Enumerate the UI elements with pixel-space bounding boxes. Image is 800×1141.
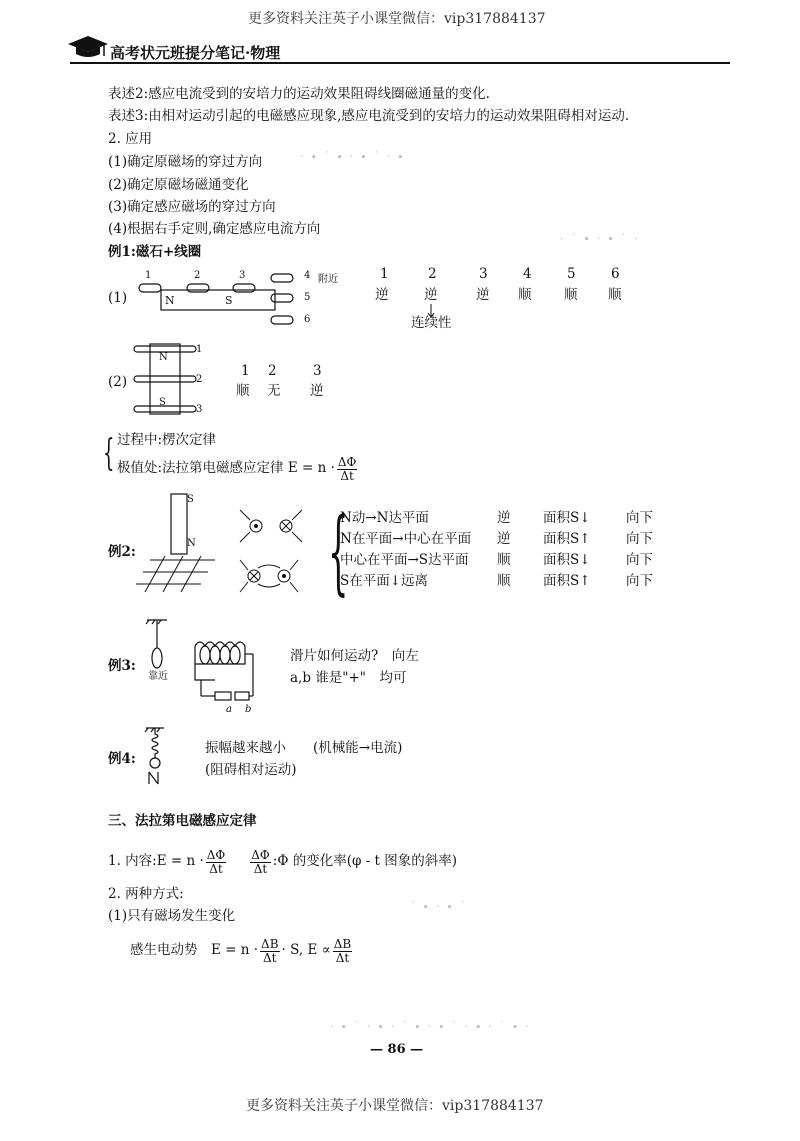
two-ways-heading: 2. 两种方式: (108, 886, 184, 902)
table1-position: 3 (479, 266, 488, 282)
table-row-force: 向下 (626, 531, 653, 547)
fig2-magnet-n: N (159, 352, 168, 363)
force-direction-diagram (234, 500, 314, 600)
fig2-number-2: 2 (196, 374, 203, 385)
example-2-title: 例2: (108, 544, 136, 560)
fig2-number-1: 1 (196, 344, 203, 355)
extreme-prefix: 极值处:法拉第电磁感应定律 E = n · (117, 460, 335, 477)
example-4-line-2: (阻碍相对运动) (205, 762, 297, 778)
table1-position: 2 (428, 266, 437, 282)
law-content-prefix: 1. 内容:E = n · (108, 853, 204, 870)
table1-result: 逆 (424, 287, 438, 303)
header-rule (70, 62, 730, 64)
process-line: 过程中:楞次定律 (117, 432, 217, 448)
emf-prefix: 感生电动势 E = n · (130, 942, 259, 959)
example-3-answer: a,b 谁是"+" 均可 (290, 670, 407, 686)
scan-noise: · ∙ ˙ · ∙ · ˙ ∙ · ∙ ˙ · ∙ · ˙ ∙ · (330, 1020, 531, 1033)
hanging-ring-solenoid-diagram (145, 618, 275, 698)
example-4-title: 例4: (108, 751, 136, 767)
ring-label-5: 5 (304, 292, 311, 303)
example-3-question: 滑片如何运动? 向左 (290, 648, 419, 664)
ring-label-6: 6 (304, 314, 311, 325)
application-heading: 2. 应用 (108, 131, 153, 147)
fraction-denominator: Δt (209, 861, 223, 876)
fraction-numerator: ΔΦ (206, 848, 226, 862)
table2-position: 2 (268, 363, 277, 379)
table-row-dir: 逆 (497, 510, 511, 526)
watermark-bottom: 更多资料关注英子小课堂微信：vip317884137 (246, 1098, 544, 1114)
table-row-area: 面积S↑ (543, 531, 591, 547)
table1-result: 顺 (518, 287, 532, 303)
table1-result: 顺 (608, 287, 622, 303)
emf-formula-line (130, 938, 354, 964)
header-title: 高考状元班提分笔记·物理 (110, 44, 281, 62)
table1-result: 顺 (564, 287, 578, 303)
fig1-number-3: 3 (239, 270, 246, 281)
fig3-magnet-n: N (187, 538, 196, 549)
application-step-2: (2)确定原磁场磁通变化 (108, 177, 249, 193)
fraction-numerator: ΔB (261, 937, 279, 951)
magnet-n-label: N (165, 294, 175, 307)
table2-result: 顺 (236, 383, 250, 399)
table-row-area: 面积S↓ (543, 552, 591, 568)
example-3-title: 例3: (108, 658, 136, 674)
application-step-4: (4)根据右手定则,确定感应电流方向 (108, 221, 321, 237)
law-fraction-2 (250, 849, 271, 875)
table1-position: 5 (567, 266, 576, 282)
example-1-part-2-label: (2) (108, 374, 128, 390)
spring-oscillator-diagram (142, 726, 172, 786)
fraction-denominator: Δt (340, 468, 354, 483)
example-1-title: 例1:磁石+线圈 (108, 244, 202, 260)
table-row-motion: N动→N达平面 (340, 510, 429, 526)
law-content-line (108, 849, 457, 875)
watermark-top: 更多资料关注英子小课堂微信：vip317884137 (248, 11, 546, 27)
table1-result: 逆 (476, 287, 490, 303)
approach-label: 靠近 (148, 671, 168, 682)
fig1-number-1: 1 (145, 270, 152, 281)
table-row-area: 面积S↑ (543, 573, 591, 589)
brace-icon: { (103, 433, 115, 474)
table1-result: 逆 (375, 287, 389, 303)
table-row-dir: 顺 (497, 552, 511, 568)
magnet-s-label: S (225, 294, 233, 307)
application-step-3: (3)确定感应磁场的穿过方向 (108, 199, 276, 215)
emf-middle: · S, E ∝ (281, 942, 331, 959)
table2-result: 逆 (310, 383, 324, 399)
statement-3: 表述3:由相对运动引起的电磁感应现象,感应电流受到的安培力的运动效果阻碍相对运动. (108, 108, 630, 124)
fig2-magnet-s: S (159, 397, 166, 408)
fig1-number-2: 2 (194, 270, 201, 281)
table-brace-icon: { (328, 498, 349, 605)
scan-noise: · ˙ ∙ · ∙ ˙ · (560, 232, 640, 245)
fraction-denominator: Δt (263, 950, 277, 965)
table-row-force: 向下 (626, 552, 653, 568)
table-row-motion: 中心在平面→S达平面 (340, 552, 469, 568)
application-step-1: (1)确定原磁场的穿过方向 (108, 154, 263, 170)
law-fraction (206, 849, 227, 875)
near-label: 附近 (318, 274, 338, 285)
table-row-dir: 逆 (497, 531, 511, 547)
scan-noise: · ∙ ˙ ∙ · ∙ ˙ · ∙ (300, 150, 406, 163)
fraction-denominator: Δt (335, 950, 350, 965)
table1-position: 4 (523, 266, 532, 282)
terminal-a-label: a (226, 704, 232, 715)
law-content-suffix: :Φ 的变化率(φ - t 图象的斜率) (272, 853, 458, 870)
table-row-force: 向下 (626, 573, 653, 589)
way-1: (1)只有磁场发生变化 (108, 908, 236, 924)
ring-label-4: 4 (304, 270, 311, 281)
graduation-cap-icon (68, 34, 108, 60)
scan-noise: ˙ ∙ · ∙ ˙ (410, 900, 468, 913)
table-row-motion: N在平面→中心在平面 (340, 531, 472, 547)
extreme-fraction (337, 456, 358, 482)
table-row-area: 面积S↓ (543, 510, 591, 526)
terminal-b-label: b (245, 704, 252, 715)
fraction-numerator: ΔΦ (337, 455, 357, 469)
magnet-plane-diagram (135, 492, 225, 602)
table1-position: 1 (380, 266, 389, 282)
section-3-heading: 三、法拉第电磁感应定律 (108, 813, 257, 829)
emf-fraction-2 (333, 938, 352, 964)
table-row-force: 向下 (626, 510, 653, 526)
extreme-line (117, 456, 359, 482)
emf-fraction (260, 938, 279, 964)
table1-position: 6 (611, 266, 620, 282)
fraction-numerator: ΔB (333, 937, 352, 951)
continuity-label: 连续性 (411, 315, 452, 331)
fig2-number-3: 3 (196, 404, 203, 415)
table2-result: 无 (267, 383, 281, 399)
fraction-denominator: Δt (253, 861, 268, 876)
table-row-motion: S在平面↓远离 (340, 573, 429, 589)
table2-position: 1 (241, 363, 250, 379)
example-4-line-1: 振幅越来越小 (机械能→电流) (205, 740, 403, 756)
statement-2: 表述2:感应电流受到的安培力的运动效果阻碍线圈磁通量的变化. (108, 86, 490, 102)
example-1-part-1-label: (1) (108, 290, 128, 306)
page-number: — 86 — (370, 1042, 424, 1057)
table2-position: 3 (313, 363, 322, 379)
fig3-magnet-s: S (187, 494, 194, 505)
table-row-dir: 顺 (497, 573, 511, 589)
fraction-numerator: ΔΦ (251, 848, 270, 862)
